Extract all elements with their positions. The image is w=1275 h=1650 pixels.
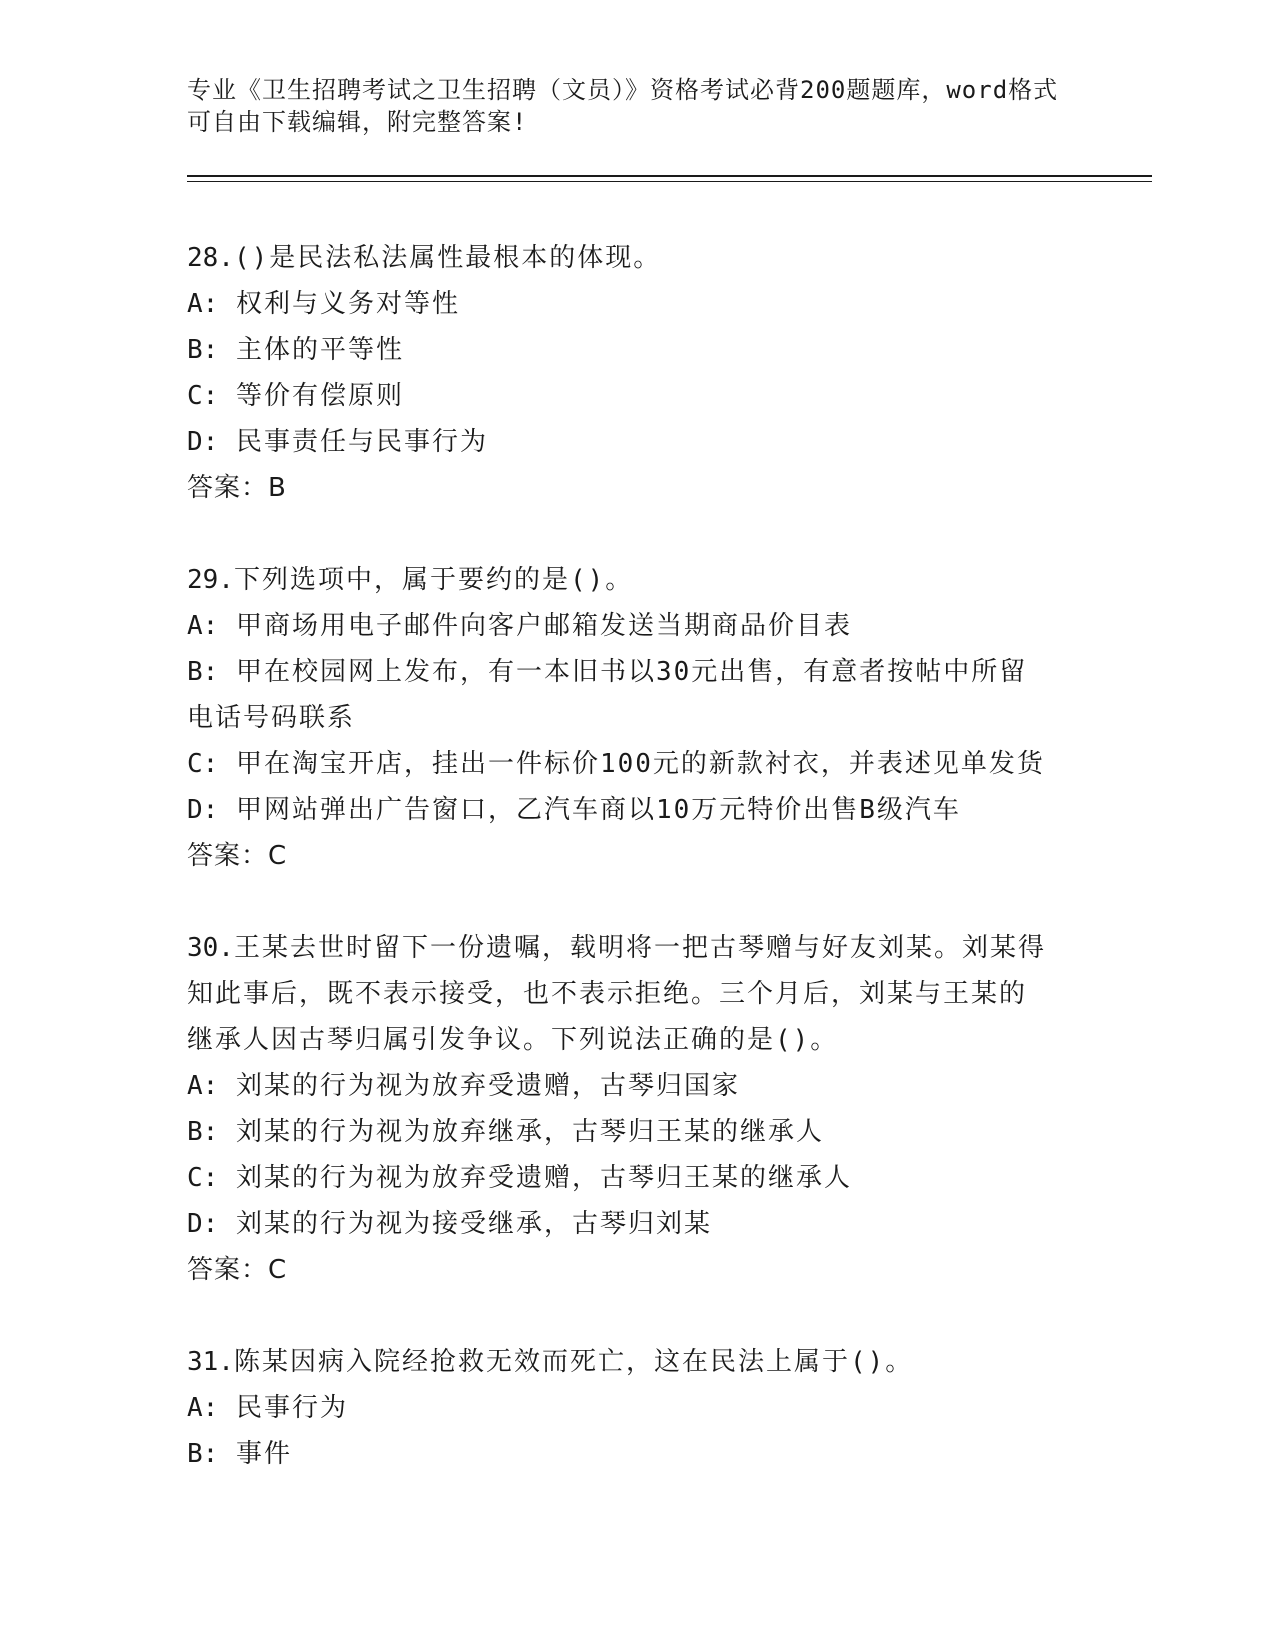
option-text: 甲商场用电子邮件向客户邮箱发送当期商品价目表 bbox=[235, 611, 852, 641]
option-letter: A: bbox=[187, 1071, 219, 1101]
option-letter: B: bbox=[187, 1117, 219, 1147]
question-30 bbox=[187, 925, 1087, 1293]
option-a bbox=[187, 1063, 1087, 1109]
question-31 bbox=[187, 1339, 1087, 1477]
answer-line: 答案：B bbox=[187, 473, 287, 503]
document-header bbox=[187, 74, 1067, 138]
option-text: 等价有偿原则 bbox=[235, 381, 404, 411]
question-28 bbox=[187, 235, 1087, 511]
option-b bbox=[187, 1431, 1087, 1477]
question-stem bbox=[187, 925, 1087, 971]
option-text: 权利与义务对等性 bbox=[235, 289, 460, 319]
option-letter: A: bbox=[187, 289, 219, 319]
question-stem bbox=[187, 557, 1087, 603]
option-letter: D: bbox=[187, 795, 219, 825]
question-stem bbox=[187, 1339, 1087, 1385]
option-text: 刘某的行为视为放弃受遗赠，古琴归国家 bbox=[235, 1071, 740, 1101]
option-text-continuation: 电话号码联系 bbox=[187, 703, 356, 733]
option-b bbox=[187, 327, 1087, 373]
question-number: 28. bbox=[187, 243, 234, 273]
option-text: 甲网站弹出广告窗口，乙汽车商以10万元特价出售B级汽车 bbox=[235, 795, 961, 825]
option-text: 甲在淘宝开店，挂出一件标价100元的新款衬衣，并表述见单发货 bbox=[235, 749, 1045, 779]
option-letter: D: bbox=[187, 1209, 219, 1239]
option-text: 民事责任与民事行为 bbox=[235, 427, 488, 457]
option-b-continuation bbox=[187, 695, 1087, 741]
stem-text: 陈某因病入院经抢救无效而死亡，这在民法上属于()。 bbox=[233, 1347, 914, 1377]
header-line-2: 可自由下载编辑，附完整答案! bbox=[187, 108, 528, 136]
option-d bbox=[187, 419, 1087, 465]
option-letter: C: bbox=[187, 749, 219, 779]
option-a bbox=[187, 1385, 1087, 1431]
question-stem-line-3: 继承人因古琴归属引发争议。下列说法正确的是()。 bbox=[187, 1025, 839, 1055]
option-d bbox=[187, 1201, 1087, 1247]
option-c bbox=[187, 373, 1087, 419]
option-text: 主体的平等性 bbox=[235, 335, 404, 365]
stem-text: 王某去世时留下一份遗嘱，载明将一把古琴赠与好友刘某。刘某得 bbox=[233, 933, 1046, 963]
option-text: 民事行为 bbox=[235, 1393, 348, 1423]
option-letter: C: bbox=[187, 381, 219, 411]
option-text: 刘某的行为视为放弃继承，古琴归王某的继承人 bbox=[235, 1117, 824, 1147]
answer-line: 答案：C bbox=[187, 841, 288, 871]
option-text: 刘某的行为视为放弃受遗赠，古琴归王某的继承人 bbox=[235, 1163, 852, 1193]
option-letter: C: bbox=[187, 1163, 219, 1193]
question-number: 30. bbox=[187, 933, 234, 963]
option-d bbox=[187, 787, 1087, 833]
option-text: 刘某的行为视为接受继承，古琴归刘某 bbox=[235, 1209, 712, 1239]
option-b bbox=[187, 649, 1087, 695]
header-divider-thin bbox=[187, 181, 1152, 182]
question-list bbox=[187, 235, 1087, 1523]
stem-text: ()是民法私法属性最根本的体现。 bbox=[233, 243, 662, 273]
option-c bbox=[187, 1155, 1087, 1201]
question-number: 31. bbox=[187, 1347, 234, 1377]
option-letter: B: bbox=[187, 657, 219, 687]
option-letter: D: bbox=[187, 427, 219, 457]
question-29 bbox=[187, 557, 1087, 879]
option-text: 甲在校园网上发布，有一本旧书以30元出售，有意者按帖中所留 bbox=[235, 657, 1028, 687]
header-line-1: 专业《卫生招聘考试之卫生招聘（文员）》资格考试必背200题题库，word格式 bbox=[187, 76, 1059, 104]
option-b bbox=[187, 1109, 1087, 1155]
option-a bbox=[187, 281, 1087, 327]
stem-text: 下列选项中，属于要约的是()。 bbox=[233, 565, 634, 595]
header-divider-thick bbox=[187, 175, 1152, 177]
option-letter: A: bbox=[187, 1393, 219, 1423]
question-stem-line-2: 知此事后，既不表示接受，也不表示拒绝。三个月后，刘某与王某的 bbox=[187, 979, 1028, 1009]
answer-line: 答案：C bbox=[187, 1255, 288, 1285]
option-letter: B: bbox=[187, 335, 219, 365]
option-c bbox=[187, 741, 1087, 787]
option-letter: B: bbox=[187, 1439, 219, 1469]
option-a bbox=[187, 603, 1087, 649]
option-text: 事件 bbox=[235, 1439, 292, 1469]
question-stem bbox=[187, 235, 1087, 281]
question-number: 29. bbox=[187, 565, 234, 595]
option-letter: A: bbox=[187, 611, 219, 641]
